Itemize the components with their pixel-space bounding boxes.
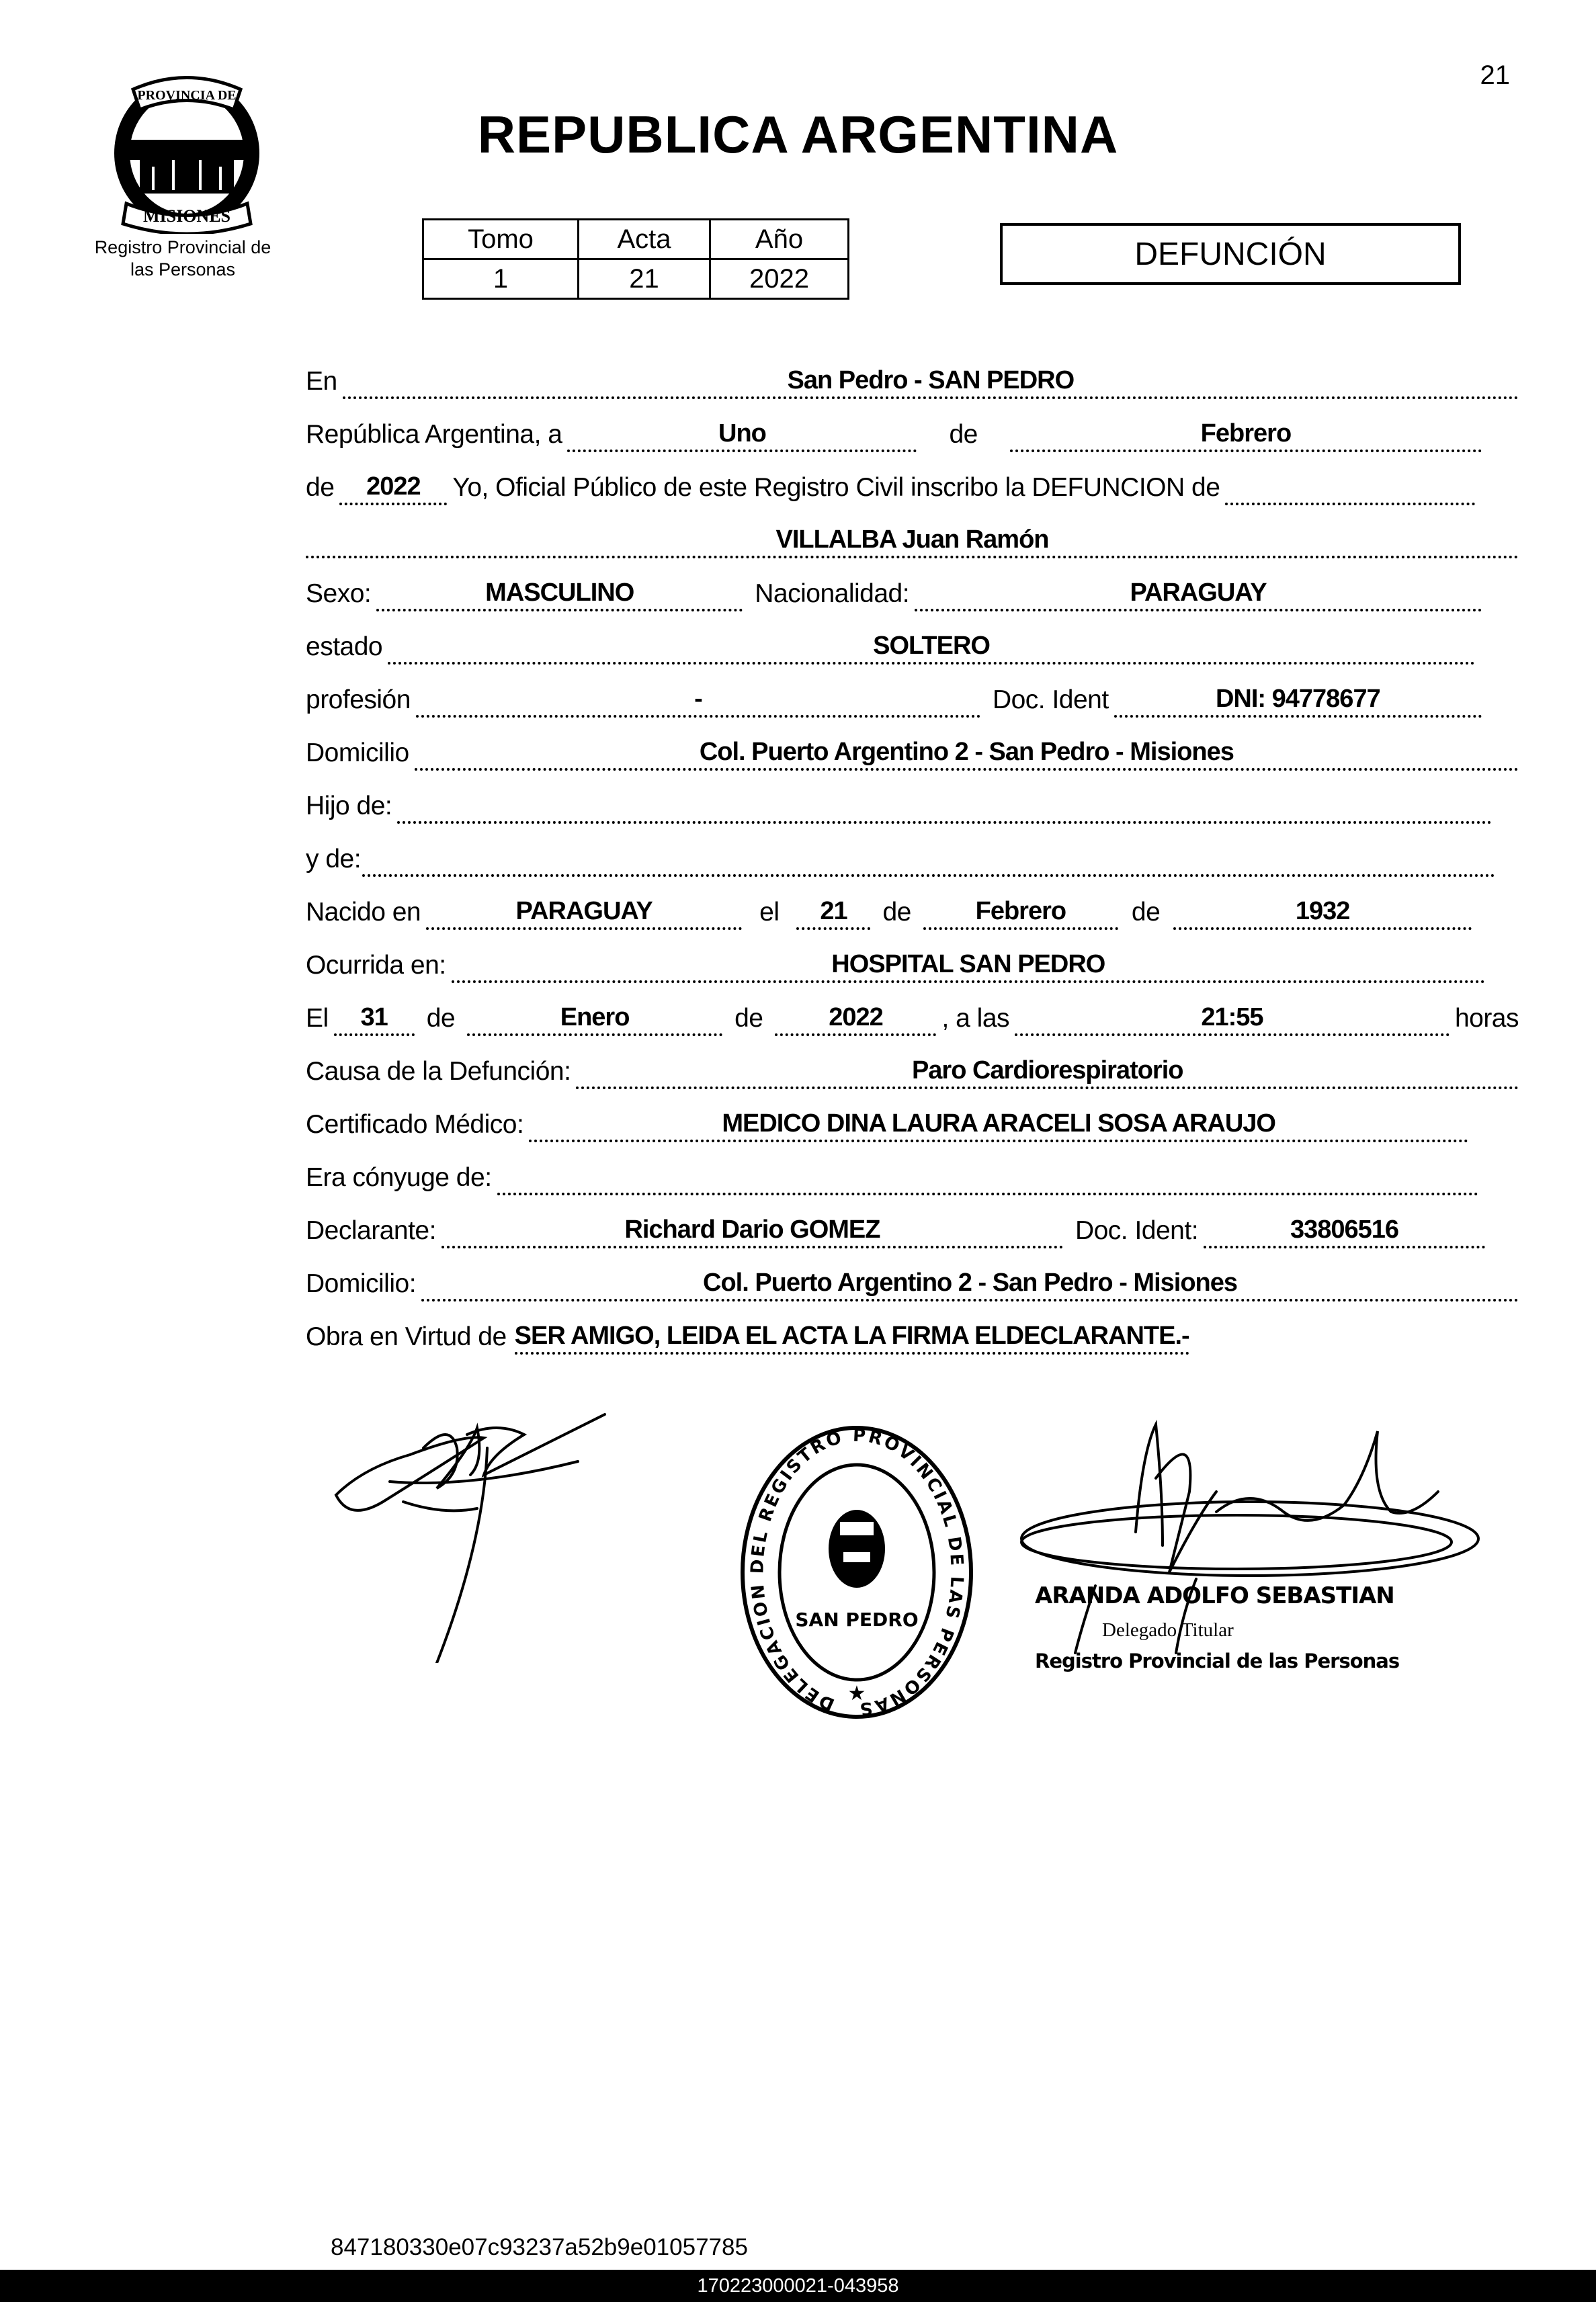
row-date [306,399,1519,452]
label-obra: Obra en Virtud de [306,1322,507,1351]
ref-header-row [423,220,849,259]
label-certificado: Certificado Médico: [306,1110,524,1139]
svg-text:DELEGACION DEL REGISTRO PROVIN: DELEGACION DEL REGISTRO PROVINCIAL DE LAS PERSONAS [747,1425,967,1719]
page-number: 21 [1480,60,1510,90]
row-declarant-address [306,1248,1519,1302]
field-deceased-name: VILLALBA Juan Ramón [306,525,1519,558]
field-address: Col. Puerto Argentino 2 - San Pedro - Misiones [415,738,1519,771]
label-domicilio2: Domicilio: [306,1269,417,1298]
row-reason [306,1302,1519,1355]
registry-label [75,237,290,281]
registry-label-line1: Registro Provincial de [94,237,271,257]
official-office: Registro Provincial de las Personas [1035,1650,1400,1672]
row-address [306,718,1519,771]
row-birth [306,877,1519,930]
field-doc-id: DNI: 94778677 [1114,685,1482,718]
row-spouse [306,1142,1519,1195]
row-death-place [306,930,1519,983]
label-profesion: profesión [306,685,411,714]
field-death-year: 2022 [775,1003,936,1036]
ref-value-acta: 21 [579,259,710,299]
document-title: REPUBLICA ARGENTINA [477,105,1119,164]
field-spouse [497,1164,1478,1195]
official-name: ARANDA ADOLFO SEBASTIAN [1035,1582,1394,1609]
certificate-form [306,346,1519,1355]
row-name [306,505,1519,558]
label-de5: de [426,1004,456,1033]
label-de3: de [882,898,911,927]
row-mother [306,824,1519,877]
row-declarant [306,1195,1519,1248]
footer-code-bar [0,2270,1596,2302]
label-alas: , a las [941,1004,1010,1033]
field-declarant: Richard Dario GOMEZ [442,1216,1063,1248]
label-horas: horas [1454,1004,1519,1033]
label-doc2: Doc. Ident: [1075,1216,1199,1245]
record-reference-table [422,218,849,300]
label-de6: de [734,1004,763,1033]
label-estado: estado [306,632,383,661]
row-certificate [306,1089,1519,1142]
ref-header-anio: Año [710,220,849,259]
label-nacido: Nacido en [306,898,421,927]
declarant-signature [323,1408,625,1663]
label-el: el [759,898,780,927]
registry-label-line2: las Personas [130,259,236,280]
field-nationality: PARAGUAY [915,579,1482,611]
row-profession-doc [306,665,1519,718]
label-sexo: Sexo: [306,579,372,608]
label-en: En [306,367,337,396]
field-birth-month: Febrero [923,897,1118,930]
official-seal-stamp [736,1421,978,1730]
official-signature [995,1411,1485,1666]
field-place: San Pedro - SAN PEDRO [343,366,1519,399]
field-death-place: HOSPITAL SAN PEDRO [452,950,1485,983]
row-civil-status [306,611,1519,665]
field-day: Uno [567,419,917,452]
ref-value-anio: 2022 [710,259,849,299]
footer-code: 170223000021-043958 [697,2274,899,2297]
document-type-box: DEFUNCIÓN [1000,223,1461,285]
ref-value-tomo: 1 [423,259,579,299]
label-ocurrida: Ocurrida en: [306,951,446,980]
svg-text:MISIONES: MISIONES [142,206,231,226]
label-de2: de [306,473,335,502]
official-title: Delegado Titular [1102,1619,1234,1641]
field-death-month: Enero [467,1003,722,1036]
svg-text:SAN PEDRO: SAN PEDRO [795,1609,919,1631]
label-causa: Causa de la Defunción: [306,1057,571,1086]
label-de4: de [1131,898,1161,927]
label-declarante: Declarante: [306,1216,436,1245]
row-place [306,346,1519,399]
field-birthplace: PARAGUAY [426,897,742,930]
field-reason: SER AMIGO, LEIDA EL ACTA LA FIRMA ELDECLARANTE.- [515,1322,1189,1355]
document-hash: 847180330e07c93237a52b9e01057785 [331,2234,748,2260]
row-cause [306,1036,1519,1089]
ref-header-tomo: Tomo [423,220,579,259]
field-birth-year: 1932 [1173,897,1472,930]
label-el2: El [306,1004,329,1033]
field-father [397,793,1492,824]
field-profession: - [416,685,980,718]
label-republica: República Argentina, a [306,420,562,449]
field-death-day: 31 [334,1003,415,1036]
label-doc: Doc. Ident [992,685,1109,714]
row-year-officer [306,452,1519,505]
field-civil-status: SOLTERO [388,632,1475,665]
label-yde: y de: [306,845,362,873]
label-conyuge: Era cónyuge de: [306,1163,492,1192]
label-de: de [949,420,978,449]
field-declarant-address: Col. Puerto Argentino 2 - San Pedro - Misiones [421,1269,1519,1302]
svg-text:PROVINCIA DE: PROVINCIA DE [137,88,237,103]
label-hijo: Hijo de: [306,792,392,820]
row-death-date [306,983,1519,1036]
label-officer-text: Yo, Oficial Público de este Registro Civil inscribo la DEFUNCION de [452,473,1220,502]
label-domicilio: Domicilio [306,738,409,767]
label-nacionalidad: Nacionalidad: [755,579,910,608]
svg-text:★: ★ [847,1682,866,1705]
ref-header-acta: Acta [579,220,710,259]
field-year: 2022 [339,472,447,505]
field-sex: MASCULINO [376,579,743,611]
field-officer-trail [1225,474,1475,505]
field-death-time: 21:55 [1015,1003,1450,1036]
field-birth-day: 21 [796,897,870,930]
ref-value-row [423,259,849,299]
field-month: Febrero [1010,419,1482,452]
row-sex-nationality [306,558,1519,611]
field-mother [362,846,1495,877]
field-declarant-doc: 33806516 [1204,1216,1485,1248]
field-certificate: MEDICO DINA LAURA ARACELI SOSA ARAUJO [529,1109,1468,1142]
row-father [306,771,1519,824]
field-cause: Paro Cardiorespiratorio [576,1056,1519,1089]
